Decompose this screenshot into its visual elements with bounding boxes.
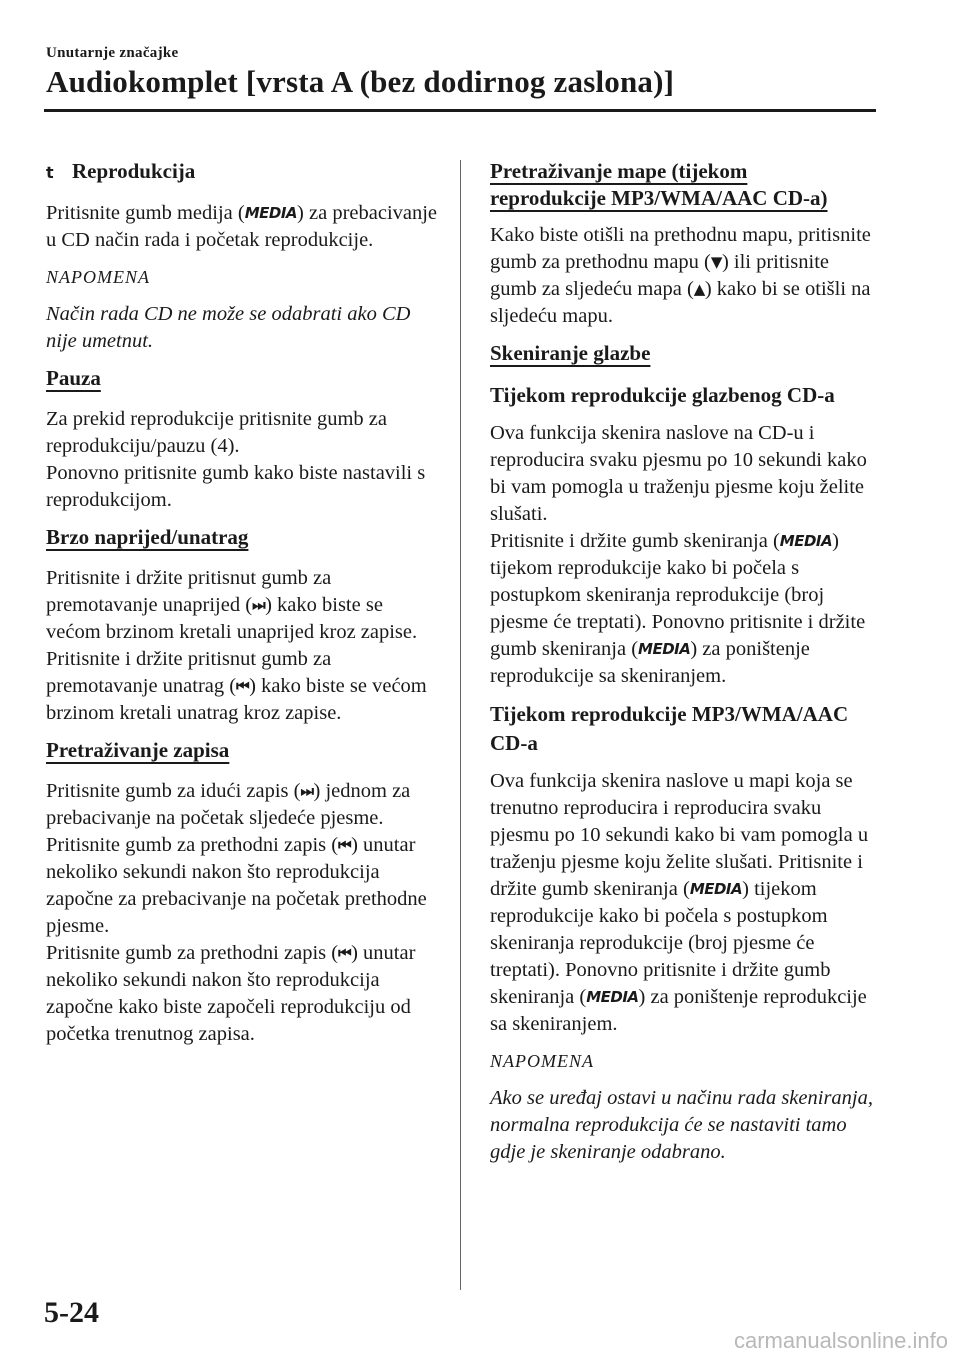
pretrazivanje-heading: Pretraživanje zapisa: [46, 738, 230, 762]
folder-down-icon: ▼: [710, 253, 722, 271]
mapa-heading: Pretraživanje mape (tijekom reprodukcije MP3/WMA/AAC CD-a): [490, 159, 828, 210]
folder-up-icon: ▲: [693, 280, 705, 298]
media-button-icon: MEDIA: [638, 640, 691, 658]
paragraph: Pritisnite gumb za prethodni zapis (⏮) unutar nekoliko sekundi nakon što reprodukcija započne za prebacivanje na početak prethodne pjesme.: [46, 834, 427, 937]
paragraph: Za prekid reprodukcije pritisnite gumb za reprodukciju/pauzu (4).: [46, 408, 387, 457]
paragraph: Pritisnite gumb za idući zapis (⏭) jednom za prebacivanje na početak sljedeće pjesme.: [46, 780, 411, 829]
paragraph: Ova funkcija skenira naslove na CD-u i reproducira svaku pjesmu po 10 sekundi kako bi vam pomogla u traženju pjesme koju želite slušati.: [490, 422, 867, 525]
note-text: Ako se uređaj ostavi u načinu rada skeniranja, normalna reprodukcija će se nastaviti tamo gdje je skeniranje odabrano.: [490, 1087, 873, 1163]
media-button-icon: MEDIA: [689, 880, 743, 898]
column-divider: [460, 160, 461, 1290]
next-track-icon: ⏭: [300, 782, 314, 800]
paragraph: Pritisnite gumb za prethodni zapis (⏮) unutar nekoliko sekundi nakon što reprodukcija započne kako biste započeli reprodukciju od početka trenutnog zapisa.: [46, 942, 416, 1045]
bullet-icon: t: [46, 163, 54, 182]
reprodukcija-heading: [46, 158, 438, 186]
prev-track-icon: ⏮: [338, 836, 352, 854]
watermark: carmanualsonline.info: [733, 1328, 948, 1353]
media-button-icon: MEDIA: [586, 988, 639, 1006]
media-button-icon: MEDIA: [244, 204, 298, 222]
left-column: [46, 158, 438, 1058]
mp3-subheading: Tijekom reprodukcije MP3/WMA/AAC CD-a: [490, 702, 849, 755]
brzo-heading: Brzo naprijed/unatrag: [46, 525, 249, 549]
page-title: Audiokomplet [vrsta A (bez dodirnog zaslona)]: [46, 64, 675, 99]
note-label: NAPOMENA: [490, 1051, 594, 1071]
paragraph: Pritisnite i držite pritisnut gumb za premotavanje unaprijed (⏭) kako biste se većom brzinom kretali unaprijed kroz zapise. Pritisnite i držite pritisnut gumb za premotavanje unatrag (⏮) kako biste se većom brzinom kretali unatrag kroz zapise.: [46, 567, 427, 724]
reprodukcija-heading-text: Reprodukcija: [72, 159, 196, 183]
section-label: Unutarnje značajke: [46, 45, 179, 61]
right-column: [490, 158, 880, 1176]
prev-track-icon: ⏮: [236, 677, 250, 695]
paragraph: Kako biste otišli na prethodnu mapu, pritisnite gumb za prethodnu mapu (▼) ili pritisnite gumb za sljedeću mapa (▲) kako bi se otišli na sljedeću mapu.: [490, 224, 871, 327]
page-number: 5-24: [44, 1296, 99, 1329]
paragraph: Ova funkcija skenira naslove u mapi koja se trenutno reproducira i reproducira svaku pjesmu po 10 sekundi kako bi vam pomogla u traženju pjesme koju želite slušati. Pritisnite i držite gumb skeniranja (MEDIA) tijekom reprodukcije kako bi počela s postupkom skeniranja reprodukcije (broj pjesme će treptati). Ponovno pritisnite i držite gumb skeniranja (MEDIA) za poništenje reprodukcije sa skeniranjem.: [490, 770, 869, 1035]
media-button-icon: MEDIA: [779, 532, 833, 550]
cd-subheading: Tijekom reprodukcije glazbenog CD-a: [490, 383, 835, 407]
paragraph: Ponovno pritisnite gumb kako biste nastavili s reprodukcijom.: [46, 462, 426, 511]
note-label: NAPOMENA: [46, 267, 150, 287]
paragraph: Pritisnite gumb medija (MEDIA) za prebacivanje u CD način rada i početak reprodukcije.: [46, 202, 438, 251]
skeniranje-heading: Skeniranje glazbe: [490, 341, 651, 365]
paragraph: Pritisnite i držite gumb skeniranja (MEDIA) tijekom reprodukcije kako bi počela s postupkom skeniranja reprodukcije (broj pjesme će treptati). Ponovno pritisnite i držite gumb skeniranja (MEDIA) za poništenje reprodukcije sa skeniranjem.: [490, 530, 866, 687]
title-rule: [44, 109, 876, 112]
note-text: Način rada CD ne može se odabrati ako CD nije umetnut.: [46, 303, 411, 352]
prev-track-icon: ⏮: [338, 944, 352, 962]
pauza-heading: Pauza: [46, 366, 101, 390]
next-track-icon: ⏭: [252, 596, 266, 614]
